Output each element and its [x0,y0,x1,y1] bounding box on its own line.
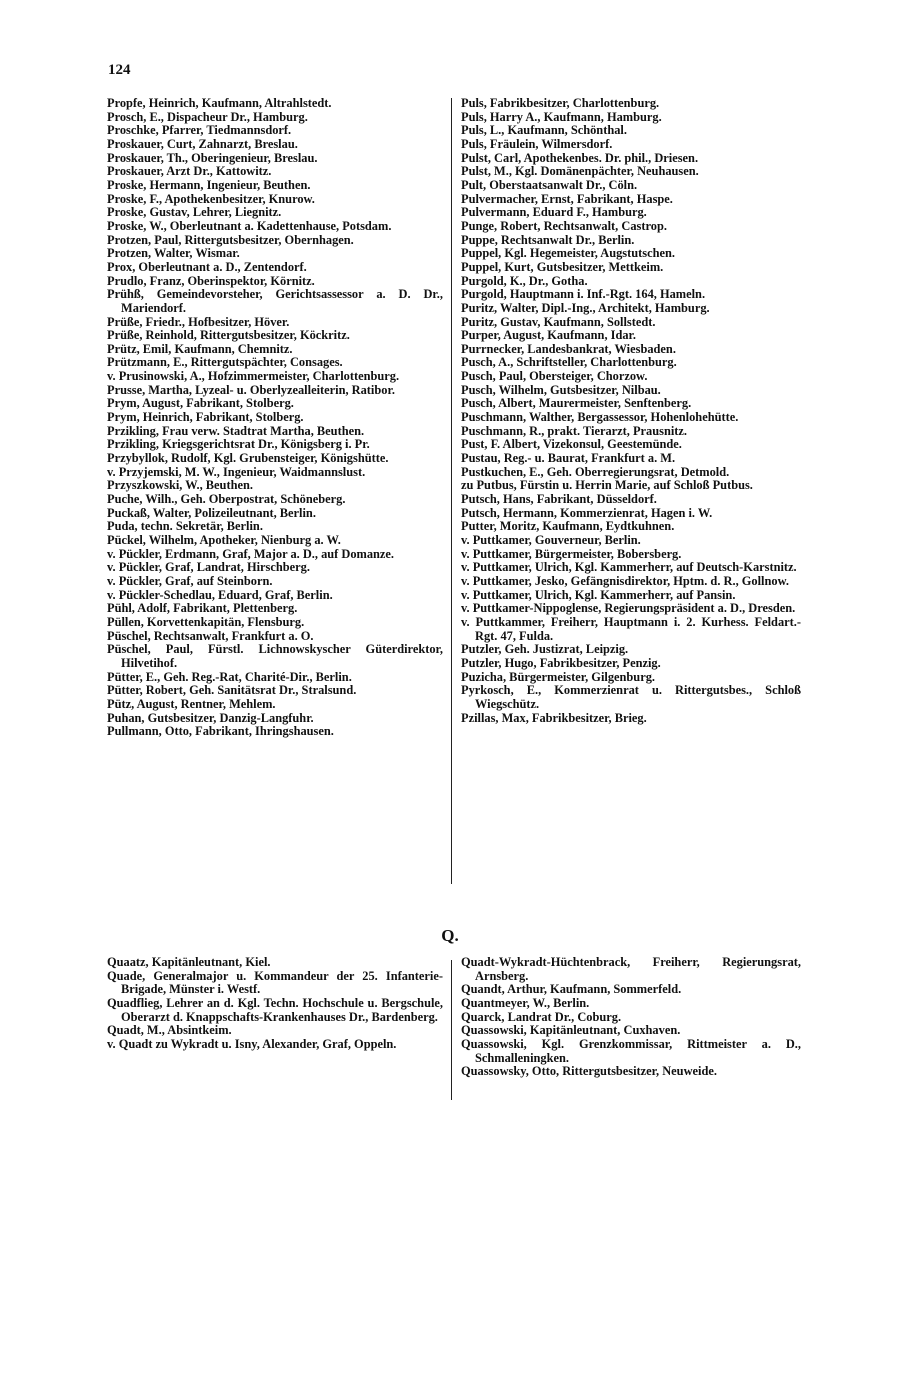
directory-entry: Puls, Fräulein, Wilmersdorf. [461,136,613,151]
directory-entry: Protzen, Walter, Wismar. [107,246,240,261]
directory-entry: Proschke, Pfarrer, Tiedmannsdorf. [107,123,292,138]
directory-entry: Proske, F., Apothekenbesitzer, Knurow. [107,191,315,206]
directory-entry: Proskauer, Curt, Zahnarzt, Breslau. [107,136,298,151]
directory-entry: Prudlo, Franz, Oberinspektor, Körnitz. [107,273,315,288]
column-divider [451,98,452,884]
directory-entry: Puhan, Gutsbesitzer, Danzig-Langfuhr. [107,710,314,725]
directory-entry: Quadt-Wykradt-Hüchtenbrack, Freiherr, Regierungsrat, Arnsberg. [461,955,801,983]
directory-entry: Pühl, Adolf, Fabrikant, Plettenberg. [107,601,298,616]
directory-entry: Przyszkowski, W., Beuthen. [107,478,253,493]
directory-entry: Punge, Robert, Rechtsanwalt, Castrop. [461,218,667,233]
directory-entry: Quarck, Landrat Dr., Coburg. [461,1009,622,1024]
directory-entry: Puzicha, Bürgermeister, Gilgenburg. [461,669,655,684]
directory-entry: Proskauer, Th., Oberingenieur, Breslau. [107,150,318,165]
directory-entry: Püllen, Korvettenkapitän, Flensburg. [107,614,305,629]
directory-entry: Proske, Gustav, Lehrer, Liegnitz. [107,205,282,220]
directory-entry: Pusch, A., Schriftsteller, Charlottenburg. [461,355,677,370]
directory-entry: Pusch, Paul, Obersteiger, Chorzow. [461,369,648,384]
directory-entry: v. Pückler, Graf, auf Steinborn. [107,573,273,588]
directory-entry: Quantmeyer, W., Berlin. [461,995,590,1010]
q-column-right [461,956,801,1079]
page-number: 124 [108,62,131,78]
directory-entry: v. Puttkamer, Gouverneur, Berlin. [461,533,641,547]
directory-entry: v. Przyjemski, M. W., Ingenieur, Waidmannslust. [107,464,366,479]
directory-entry: Putzler, Geh. Justizrat, Leipzig. [461,642,629,657]
directory-entry: Prusse, Martha, Lyzeal- u. Oberlyzealleiterin, Ratibor. [107,382,395,397]
directory-entry: v. Quadt zu Wykradt u. Isny, Alexander, Graf, Oppeln. [107,1036,397,1051]
column-right [461,97,801,725]
directory-entry: v. Pückler, Graf, Landrat, Hirschberg. [107,560,310,575]
directory-entry: v. Puttkamer, Ulrich, Kgl. Kammerherr, auf Pansin. [461,587,736,602]
directory-entry: v. Puttkamer, Ulrich, Kgl. Kammerherr, auf Deutsch-Karstnitz. [461,560,797,575]
directory-entry: Pütter, E., Geh. Reg.-Rat, Charité-Dir., Berlin. [107,669,352,684]
directory-entry: Putter, Moritz, Kaufmann, Eydtkuhnen. [461,519,675,534]
directory-entry: Prütz, Emil, Kaufmann, Chemnitz. [107,341,293,356]
directory-entry: Püschel, Paul, Fürstl. Lichnowskyscher Güterdirektor, Hilvetihof. [107,642,443,670]
directory-entry: Prützmann, E., Rittergutspächter, Consages. [107,355,343,370]
directory-entry: Propfe, Heinrich, Kaufmann, Altrahlstedt. [107,96,332,110]
directory-entry: Prühß, Gemeindevorsteher, Gerichtsassessor a. D. Dr., Mariendorf. [107,287,443,315]
directory-entry: v. Prusinowski, A., Hofzimmermeister, Charlottenburg. [107,369,400,384]
directory-entry: Quassowsky, Otto, Rittergutsbesitzer, Neuweide. [461,1064,717,1079]
directory-entry: Prym, Heinrich, Fabrikant, Stolberg. [107,410,304,425]
directory-entry: Puppel, Kurt, Gutsbesitzer, Mettkeim. [461,259,664,274]
directory-entry: Prym, August, Fabrikant, Stolberg. [107,396,294,411]
directory-entry: Pustkuchen, E., Geh. Oberregierungsrat, Detmold. [461,464,730,479]
directory-entry: Puckaß, Walter, Polizeileutnant, Berlin. [107,505,316,520]
directory-entry: Puritz, Walter, Dipl.-Ing., Architekt, Hamburg. [461,300,710,315]
directory-entry: Przybyllok, Rudolf, Kgl. Grubensteiger, Königshütte. [107,451,389,466]
directory-entry: Pusch, Wilhelm, Gutsbesitzer, Nilbau. [461,382,661,397]
directory-entry: Puppel, Kgl. Hegemeister, Augstutschen. [461,246,675,261]
column-left [107,97,443,739]
q-column-left [107,956,443,1052]
directory-entry: Puschmann, Walther, Bergassessor, Hohenlohehütte. [461,410,739,425]
directory-entry: Proske, W., Oberleutnant a. Kadettenhause, Potsdam. [107,218,392,233]
directory-entry: Quaatz, Kapitänleutnant, Kiel. [107,955,271,969]
section-heading-q: Q. [441,926,459,945]
directory-entry: Putsch, Hermann, Kommerzienrat, Hagen i. W. [461,505,713,520]
directory-entry: Pulvermacher, Ernst, Fabrikant, Haspe. [461,191,673,206]
directory-entry: Puppe, Rechtsanwalt Dr., Berlin. [461,232,635,247]
directory-entry: Puls, Fabrikbesitzer, Charlottenburg. [461,96,660,110]
directory-entry: Pyrkosch, E., Kommerzienrat u. Rittergutsbes., Schloß Wiegschütz. [461,683,801,711]
directory-entry: Puschmann, R., prakt. Tierarzt, Prausnitz. [461,423,688,438]
directory-entry: Przikling, Frau verw. Stadtrat Martha, Beuthen. [107,423,365,438]
directory-entry: Pulvermann, Eduard F., Hamburg. [461,205,647,220]
directory-entry: Pulst, M., Kgl. Domänenpächter, Neuhausen. [461,164,699,179]
directory-entry: Proske, Hermann, Ingenieur, Beuthen. [107,177,311,192]
directory-entry: Przikling, Kriegsgerichtsrat Dr., Königsberg i. Pr. [107,437,370,452]
directory-entry: Pult, Oberstaatsanwalt Dr., Cöln. [461,177,638,192]
directory-entry: v. Puttkamer, Jesko, Gefängnisdirektor, Hptm. d. R., Gollnow. [461,573,789,588]
directory-entry: v. Puttkamer-Nippoglense, Regierungspräsident a. D., Dresden. [461,601,796,616]
directory-entry: Purrnecker, Landesbankrat, Wiesbaden. [461,341,676,356]
directory-entry: Pulst, Carl, Apothekenbes. Dr. phil., Driesen. [461,150,699,165]
directory-entry: Quadt, M., Absintkeim. [107,1023,232,1038]
directory-entry: Quandt, Arthur, Kaufmann, Sommerfeld. [461,982,682,997]
directory-entry: Pückel, Wilhelm, Apotheker, Nienburg a. W. [107,533,341,547]
directory-entry: Puls, L., Kaufmann, Schönthal. [461,123,627,138]
directory-entry: Pustau, Reg.- u. Baurat, Frankfurt a. M. [461,451,676,466]
directory-entry: Purper, August, Kaufmann, Idar. [461,328,637,343]
directory-entry: Prüße, Friedr., Hofbesitzer, Höver. [107,314,290,329]
directory-entry: Püschel, Rechtsanwalt, Frankfurt a. O. [107,628,314,643]
directory-entry: zu Putbus, Fürstin u. Herrin Marie, auf Schloß Putbus. [461,478,753,493]
directory-entry: Putzler, Hugo, Fabrikbesitzer, Penzig. [461,655,661,670]
directory-entry: Puda, techn. Sekretär, Berlin. [107,519,263,534]
directory-entry: Purgold, K., Dr., Gotha. [461,273,588,288]
directory-entry: Pullmann, Otto, Fabrikant, Ihringshausen. [107,724,334,739]
directory-entry: Pütter, Robert, Geh. Sanitätsrat Dr., Stralsund. [107,683,357,698]
directory-entry: Puls, Harry A., Kaufmann, Hamburg. [461,109,662,124]
directory-entry: Quadflieg, Lehrer an d. Kgl. Techn. Hochschule u. Bergschule, Oberarzt d. Knappschafts-Krankenhauses Dr., Bardenberg. [107,995,443,1024]
directory-entry: Putsch, Hans, Fabrikant, Düsseldorf. [461,492,657,507]
directory-entry: Pust, F. Albert, Vizekonsul, Geestemünde. [461,437,682,452]
directory-entry: Proskauer, Arzt Dr., Kattowitz. [107,164,272,179]
directory-entry: Pzillas, Max, Fabrikbesitzer, Brieg. [461,710,647,725]
directory-entry: v. Puttkamer, Bürgermeister, Bobersberg. [461,546,682,561]
directory-entry: Puritz, Gustav, Kaufmann, Sollstedt. [461,314,656,329]
directory-entry: v. Pückler-Schedlau, Eduard, Graf, Berlin. [107,587,333,602]
directory-entry: Pusch, Albert, Maurermeister, Senftenberg. [461,396,692,411]
column-divider [451,960,452,1100]
directory-entry: v. Puttkammer, Freiherr, Hauptmann i. 2. Kurhess. Feldart.-Rgt. 47, Fulda. [461,614,801,643]
directory-entry: Protzen, Paul, Rittergutsbesitzer, Obernhagen. [107,232,354,247]
directory-entry: Prox, Oberleutnant a. D., Zentendorf. [107,259,307,274]
directory-entry: Quade, Generalmajor u. Kommandeur der 25. Infanterie-Brigade, Münster i. Westf. [107,968,443,997]
directory-entry: Prüße, Reinhold, Rittergutsbesitzer, Köckritz. [107,328,350,343]
directory-entry: Purgold, Hauptmann i. Inf.-Rgt. 164, Hameln. [461,287,706,302]
directory-entry: v. Pückler, Erdmann, Graf, Major a. D., auf Domanze. [107,546,395,561]
directory-entry: Puche, Wilh., Geh. Oberpostrat, Schöneberg. [107,492,346,507]
directory-entry: Prosch, E., Dispacheur Dr., Hamburg. [107,109,308,124]
directory-entry: Pütz, August, Rentner, Mehlem. [107,696,276,711]
directory-entry: Quassowski, Kgl. Grenzkommissar, Rittmeister a. D., Schmalleningken. [461,1036,801,1065]
directory-entry: Quassowski, Kapitänleutnant, Cuxhaven. [461,1023,681,1038]
